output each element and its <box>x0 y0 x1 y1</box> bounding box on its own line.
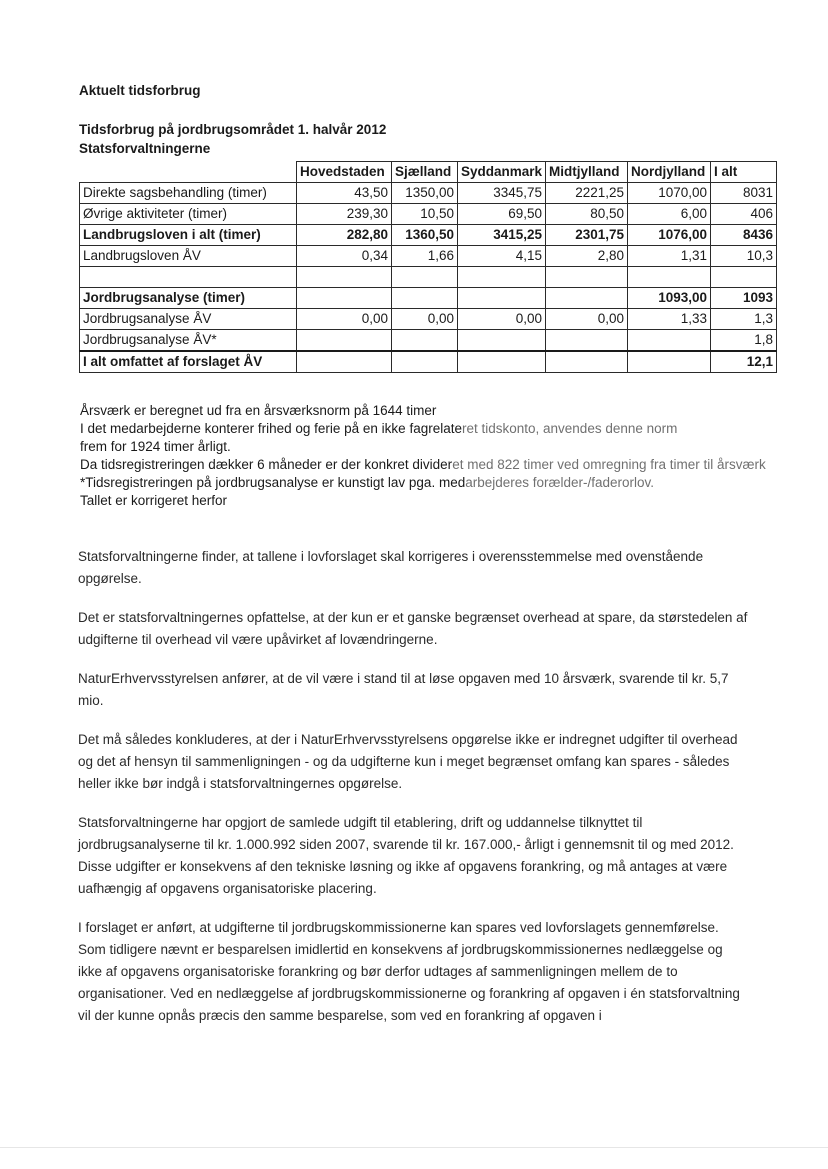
table-row <box>80 309 777 330</box>
header-blank-cell <box>80 162 297 183</box>
table-cell: 4,15 <box>458 246 546 267</box>
table-cell <box>546 267 628 288</box>
table-cell: 1,33 <box>628 309 711 330</box>
column-header: Nordjylland <box>628 162 711 183</box>
table-cell <box>297 330 392 352</box>
note-line <box>80 456 800 474</box>
paragraph: Statsforvaltningerne har opgjort de samlede udgift til etablering, drift og uddannelse tilknyttet til jordbrugsanalyserne til kr. 1.000.992 siden 2007, svarende til kr. 167.000,- årligt i gennemsnit til og med 2012. Disse udgifter er konsekvens af den tekniske løsning og ikke af opgavens forankring, og må antages at være uafhængig af opgavens organisatoriske placering. <box>78 815 734 896</box>
table-row <box>80 204 777 225</box>
table-cell <box>458 330 546 352</box>
note-line <box>80 474 800 492</box>
paragraph: I forslaget er anført, at udgifterne til jordbrugskommissionerne kan spares ved lovforslagets gennemførelse. Som tidligere nævnt er besparelsen imidlertid en konsekvens af jordbrugskommissionernes nedlæggelse og ikke af opgavens organisatoriske forankring og bør derfor udtages af sammenligningen mellem de to organisationer. Ved en nedlæggelse af jordbrugskommissionerne og forankring af opgaven i én statsforvaltning vil der kunne opnås præcis den samme besparelse, som ved en forankring af opgaven i <box>78 920 740 1023</box>
page-title: Aktuelt tidsforbrug <box>79 83 201 98</box>
note-line: Tallet er korrigeret herfor <box>80 493 228 508</box>
table-cell <box>711 267 777 288</box>
note-line: frem for 1924 timer årligt. <box>80 439 231 454</box>
row-label: Jordbrugsanalyse ÅV <box>80 309 297 330</box>
column-header: Sjælland <box>392 162 458 183</box>
row-label: Jordbrugsanalyse (timer) <box>80 288 297 309</box>
table-cell: 0,00 <box>392 309 458 330</box>
table-cell: 239,30 <box>297 204 392 225</box>
table-cell: 1350,00 <box>392 183 458 204</box>
table-cell: 1,31 <box>628 246 711 267</box>
table-cell: 406 <box>711 204 777 225</box>
note-text-faded: ret tidskonto, anvendes denne norm <box>461 421 678 436</box>
table-cell: 0,00 <box>458 309 546 330</box>
table-header-row <box>80 162 777 183</box>
table-cell: 8031 <box>711 183 777 204</box>
row-label: Direkte sagsbehandling (timer) <box>80 183 297 204</box>
table-title: Tidsforbrug på jordbrugsområdet 1. halvår 2012 <box>79 122 387 137</box>
table-cell: 2301,75 <box>546 225 628 246</box>
table-cell <box>628 330 711 352</box>
table-cell: 1,8 <box>711 330 777 352</box>
table-cell <box>458 288 546 309</box>
table-cell <box>546 288 628 309</box>
paragraph: Det er statsforvaltningernes opfattelse, at der kun er et ganske begrænset overhead at spare, da størstedelen af udgifterne til overhead vil være upåvirket af lovændringerne. <box>78 610 748 647</box>
note-text: *Tidsregistreringen på jordbrugsanalyse er kunstigt lav pga. med <box>80 475 466 490</box>
table-cell <box>297 267 392 288</box>
table-cell: 2221,25 <box>546 183 628 204</box>
table-row <box>80 183 777 204</box>
paragraph: Det må således konkluderes, at der i NaturErhvervsstyrelsens opgørelse ikke er indregnet udgifter til overhead og det af hensyn til sammenligningen - og da udgifterne kun i meget begrænset omfang kan spares - således heller ikke bør indgå i statsforvaltningernes opgørelse. <box>78 732 738 791</box>
table-cell: 0,34 <box>297 246 392 267</box>
table-cell: 3345,75 <box>458 183 546 204</box>
table-row <box>80 330 777 352</box>
table-subtitle: Statsforvaltningerne <box>79 141 211 156</box>
table-cell <box>546 330 628 352</box>
body-text <box>78 546 750 1027</box>
column-header: Midtjylland <box>546 162 628 183</box>
table-cell: 3415,25 <box>458 225 546 246</box>
note-text-faded: et med 822 timer ved omregning fra timer til årsværk <box>452 457 766 472</box>
table-cell: 1360,50 <box>392 225 458 246</box>
table-cell: 80,50 <box>546 204 628 225</box>
table-cell: 1076,00 <box>628 225 711 246</box>
table-cell: 10,50 <box>392 204 458 225</box>
note-line <box>80 420 800 438</box>
table-cell: 1093 <box>711 288 777 309</box>
table-cell <box>458 267 546 288</box>
table-cell: 1093,00 <box>628 288 711 309</box>
table-cell <box>392 288 458 309</box>
table-row <box>80 246 777 267</box>
table-cell: 1070,00 <box>628 183 711 204</box>
table-cell <box>458 351 546 373</box>
column-header: Syddanmark <box>458 162 546 183</box>
table-cell: 43,50 <box>297 183 392 204</box>
table-cell <box>546 351 628 373</box>
table-cell <box>628 351 711 373</box>
table-cell: 0,00 <box>546 309 628 330</box>
table-cell: 10,3 <box>711 246 777 267</box>
note-line: Årsværk er beregnet ud fra en årsværksnorm på 1644 timer <box>80 403 437 418</box>
table-cell: 8436 <box>711 225 777 246</box>
paragraph: Statsforvaltningerne finder, at tallene i lovforslaget skal korrigeres i overensstemmelse med ovenstående opgørelse. <box>78 549 704 586</box>
table-cell: 282,80 <box>297 225 392 246</box>
table-cell: 12,1 <box>711 351 777 373</box>
table-cell: 2,80 <box>546 246 628 267</box>
table-row-total <box>80 225 777 246</box>
paragraph: NaturErhvervsstyrelsen anfører, at de vil være i stand til at løse opgaven med 10 årsværk, svarende til kr. 5,7 mio. <box>78 671 729 708</box>
note-text: Da tidsregistreringen dækker 6 måneder er der konkret divider <box>80 457 453 472</box>
table-cell <box>297 288 392 309</box>
page-bottom-edge <box>0 1147 828 1148</box>
row-label: Landbrugsloven i alt (timer) <box>80 225 297 246</box>
time-usage-table <box>79 161 777 373</box>
table-cell: 1,3 <box>711 309 777 330</box>
note-text: I det medarbejderne konterer frihed og ferie på en ikke fagrelate <box>80 421 462 436</box>
table-cell <box>628 267 711 288</box>
table-cell: 6,00 <box>628 204 711 225</box>
table-row-empty <box>80 267 777 288</box>
table-cell <box>392 351 458 373</box>
table-cell: 0,00 <box>297 309 392 330</box>
table-notes <box>80 402 800 510</box>
column-header: I alt <box>711 162 777 183</box>
row-label: Øvrige aktiviteter (timer) <box>80 204 297 225</box>
row-label: Jordbrugsanalyse ÅV* <box>80 330 297 352</box>
table-cell: 69,50 <box>458 204 546 225</box>
table-cell <box>297 351 392 373</box>
note-text-faded: arbejderes forælder-/faderorlov. <box>465 475 655 490</box>
table-row-grand-total <box>80 351 777 373</box>
table-row-total <box>80 288 777 309</box>
row-label: Landbrugsloven ÅV <box>80 246 297 267</box>
table-cell: 1,66 <box>392 246 458 267</box>
row-label: I alt omfattet af forslaget ÅV <box>80 351 297 373</box>
column-header: Hovedstaden <box>297 162 392 183</box>
row-label <box>80 267 297 288</box>
table-cell <box>392 330 458 352</box>
table-cell <box>392 267 458 288</box>
